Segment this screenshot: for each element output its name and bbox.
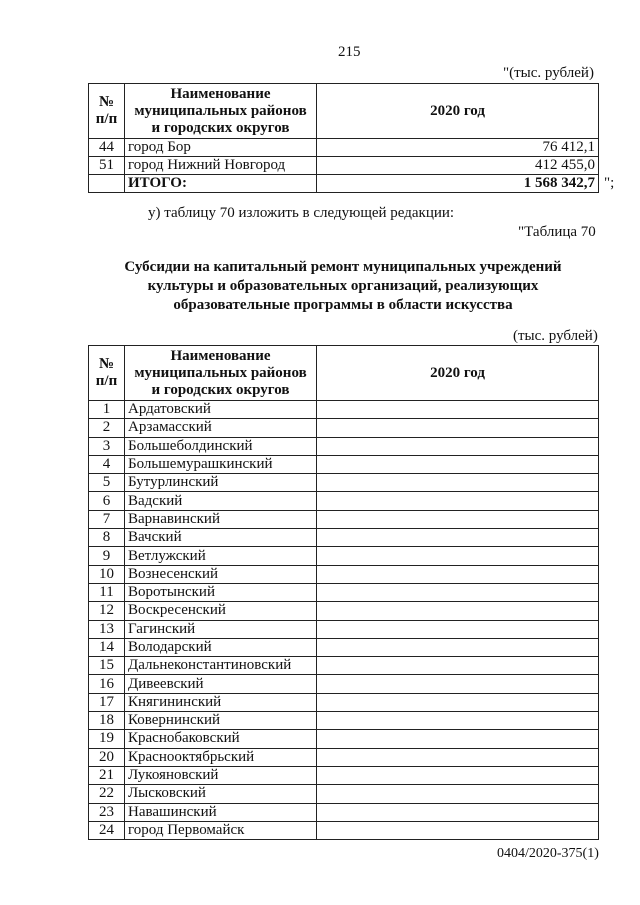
row-number: 5 <box>89 474 125 492</box>
table-row <box>89 565 599 583</box>
table-row <box>89 510 599 528</box>
header-no: № п/п <box>89 346 125 401</box>
row-value <box>317 565 599 583</box>
after-total-mark: "; <box>604 175 615 191</box>
page-number: 215 <box>338 44 361 60</box>
row-number: 2 <box>89 419 125 437</box>
row-number: 8 <box>89 529 125 547</box>
header-name: Наименование муниципальных районов и городских округов <box>125 84 317 139</box>
row-number: 19 <box>89 730 125 748</box>
table-row <box>89 803 599 821</box>
row-value <box>317 803 599 821</box>
row-name: Большемурашкинский <box>125 455 317 473</box>
table-1 <box>88 83 599 193</box>
header-no: № п/п <box>89 84 125 139</box>
row-value <box>317 766 599 784</box>
row-name: Воротынский <box>125 583 317 601</box>
row-name: Краснобаковский <box>125 730 317 748</box>
total-value: 1 568 342,7 <box>317 175 599 193</box>
table-row <box>89 529 599 547</box>
row-number: 23 <box>89 803 125 821</box>
table-row <box>89 602 599 620</box>
table-row <box>89 492 599 510</box>
row-name: Гагинский <box>125 620 317 638</box>
total-empty-cell <box>89 175 125 193</box>
row-value: 412 455,0 <box>317 157 599 175</box>
instruction-text: у) таблицу 70 изложить в следующей редакции: <box>148 205 455 221</box>
total-row <box>89 175 599 193</box>
row-value <box>317 455 599 473</box>
row-value <box>317 620 599 638</box>
row-name: Большеболдинский <box>125 437 317 455</box>
row-name: Лысковский <box>125 785 317 803</box>
row-name: Воскресенский <box>125 602 317 620</box>
total-label: ИТОГО: <box>125 175 317 193</box>
row-value <box>317 693 599 711</box>
row-value <box>317 730 599 748</box>
unit-label: (тыс. рублей) <box>513 328 598 344</box>
row-number: 11 <box>89 583 125 601</box>
row-value <box>317 657 599 675</box>
row-number: 9 <box>89 547 125 565</box>
footer-code: 0404/2020-375(1) <box>497 846 599 861</box>
row-name: Вачский <box>125 529 317 547</box>
table-row <box>89 547 599 565</box>
table-title: Субсидии на капитальный ремонт муниципальных учреждений культуры и образовательных организаций, реализующих образовательные программы в области искусства <box>124 259 562 313</box>
row-value <box>317 675 599 693</box>
row-value: 76 412,1 <box>317 139 599 157</box>
header-year: 2020 год <box>317 84 599 139</box>
row-number: 10 <box>89 565 125 583</box>
row-number: 21 <box>89 766 125 784</box>
table-2 <box>88 345 599 840</box>
row-number: 15 <box>89 657 125 675</box>
table-row <box>89 620 599 638</box>
row-number: 16 <box>89 675 125 693</box>
row-value <box>317 638 599 656</box>
row-number: 3 <box>89 437 125 455</box>
table-row <box>89 157 599 175</box>
row-number: 20 <box>89 748 125 766</box>
header-name: Наименование муниципальных районов и городских округов <box>125 346 317 401</box>
table-row <box>89 821 599 839</box>
row-name: Дивеевский <box>125 675 317 693</box>
row-value <box>317 547 599 565</box>
row-name: Володарский <box>125 638 317 656</box>
row-name: Ковернинский <box>125 712 317 730</box>
row-value <box>317 821 599 839</box>
table-row <box>89 583 599 601</box>
table-row <box>89 712 599 730</box>
unit-label-top: "(тыс. рублей) <box>503 65 594 81</box>
header-year: 2020 год <box>317 346 599 401</box>
row-number: 24 <box>89 821 125 839</box>
table-row <box>89 657 599 675</box>
row-name: Княгининский <box>125 693 317 711</box>
row-value <box>317 785 599 803</box>
row-name: Дальнеконстантиновский <box>125 657 317 675</box>
row-number: 1 <box>89 401 125 419</box>
row-number: 12 <box>89 602 125 620</box>
row-name: Ардатовский <box>125 401 317 419</box>
table-row <box>89 785 599 803</box>
row-name: Арзамасский <box>125 419 317 437</box>
table-row <box>89 401 599 419</box>
row-number: 22 <box>89 785 125 803</box>
table-row <box>89 766 599 784</box>
row-value <box>317 510 599 528</box>
row-number: 17 <box>89 693 125 711</box>
table-row <box>89 638 599 656</box>
row-name: Навашинский <box>125 803 317 821</box>
row-value <box>317 474 599 492</box>
row-name: Лукояновский <box>125 766 317 784</box>
table-row <box>89 730 599 748</box>
row-number: 4 <box>89 455 125 473</box>
row-value <box>317 529 599 547</box>
table-row <box>89 748 599 766</box>
row-number: 14 <box>89 638 125 656</box>
row-value <box>317 712 599 730</box>
table-row <box>89 455 599 473</box>
table-reference: "Таблица 70 <box>518 224 596 240</box>
row-name: Ветлужский <box>125 547 317 565</box>
table-row <box>89 139 599 157</box>
row-value <box>317 419 599 437</box>
row-value <box>317 437 599 455</box>
row-number: 6 <box>89 492 125 510</box>
row-number: 51 <box>89 157 125 175</box>
table-row <box>89 419 599 437</box>
row-name: Варнавинский <box>125 510 317 528</box>
row-value <box>317 602 599 620</box>
row-number: 13 <box>89 620 125 638</box>
row-name: Вознесенский <box>125 565 317 583</box>
row-name: город Нижний Новгород <box>125 157 317 175</box>
row-name: Бутурлинский <box>125 474 317 492</box>
row-value <box>317 583 599 601</box>
row-name: город Первомайск <box>125 821 317 839</box>
table-row <box>89 474 599 492</box>
table-row <box>89 693 599 711</box>
row-name: Краснооктябрьский <box>125 748 317 766</box>
table-row <box>89 675 599 693</box>
row-value <box>317 748 599 766</box>
row-name: Вадский <box>125 492 317 510</box>
table-row <box>89 437 599 455</box>
row-number: 18 <box>89 712 125 730</box>
row-number: 7 <box>89 510 125 528</box>
row-value <box>317 401 599 419</box>
row-value <box>317 492 599 510</box>
row-number: 44 <box>89 139 125 157</box>
row-name: город Бор <box>125 139 317 157</box>
